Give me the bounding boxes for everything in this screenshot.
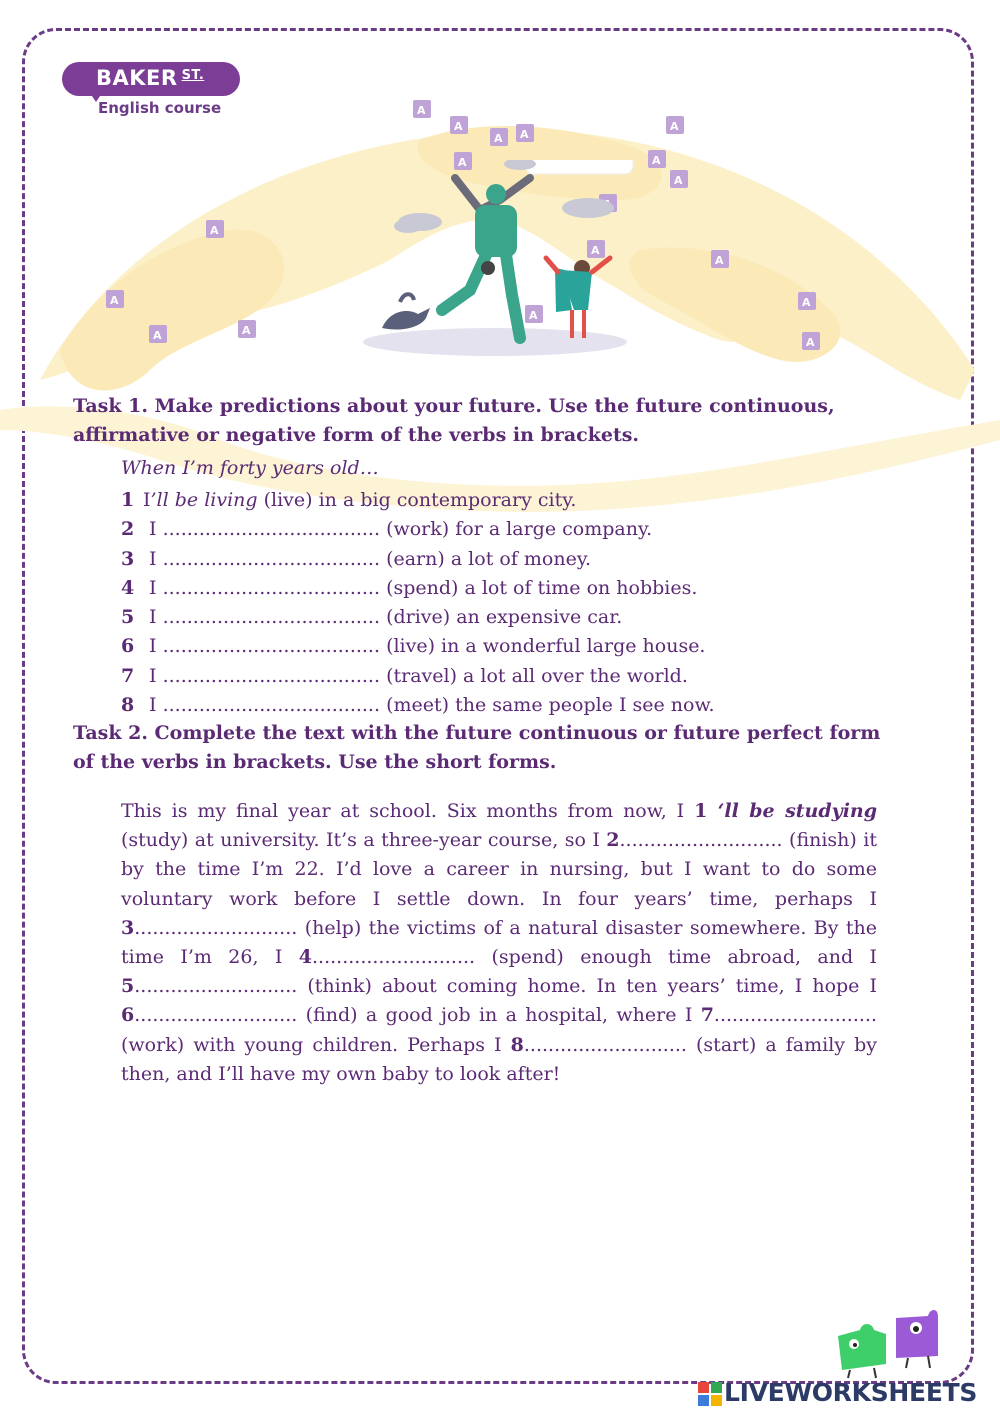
- map-marker-icon: [711, 250, 729, 268]
- svg-text:A: A: [494, 132, 503, 145]
- item-text: (live) in a big contemporary city.: [263, 489, 577, 511]
- logo-st: ST.: [181, 68, 205, 83]
- svg-text:A: A: [529, 309, 538, 322]
- gap-number: 4: [298, 946, 312, 969]
- text-segment: (study) at university. It’s a three-year course, so I: [121, 829, 607, 852]
- task2-paragraph: [121, 797, 877, 1089]
- gap-blank[interactable]: ........................... (think) about coming home. In ten years’ time, I hope I: [134, 975, 877, 998]
- svg-text:A: A: [674, 174, 683, 187]
- gap-number: 7: [700, 1004, 714, 1027]
- list-item: [121, 486, 715, 515]
- map-marker-icon: [413, 100, 431, 118]
- item-number: 8: [121, 694, 135, 717]
- list-item: [121, 632, 715, 661]
- list-item: [121, 515, 715, 544]
- svg-text:A: A: [153, 329, 162, 342]
- gap-number: 1: [694, 800, 708, 822]
- liveworksheets-brand: [698, 1378, 998, 1412]
- gap-blank[interactable]: ........................... (finish) it by the time I’m 22. I’d love a career in nursing, but I want to do some voluntary work before I settle down. In four years’ time, perhaps I: [121, 829, 877, 910]
- gap-number: 6: [121, 1004, 135, 1027]
- logo-subtitle: English course: [98, 99, 222, 117]
- logo-name: BAKER $^{ST.}$: [96, 66, 205, 90]
- list-item: [121, 603, 715, 632]
- item-text: (live) in a wonderful large house.: [386, 635, 706, 658]
- answer-blank[interactable]: I ....................................: [149, 635, 381, 658]
- gap-blank[interactable]: ........................... (find) a good job in a hospital, where I: [134, 1004, 701, 1027]
- map-marker-icon: [490, 128, 508, 146]
- map-marker-icon: [450, 116, 468, 134]
- svg-text:A: A: [458, 156, 467, 169]
- brand-text: LIVEWORKSHEETS: [724, 1378, 978, 1407]
- item-text: (work) for a large company.: [386, 518, 653, 541]
- svg-text:A: A: [670, 120, 679, 133]
- liveworksheets-logo-icon: [698, 1382, 722, 1406]
- text-segment: This is my final year at school. Six months from now, I: [121, 800, 695, 822]
- svg-text:A: A: [454, 120, 463, 133]
- svg-text:A: A: [652, 154, 661, 167]
- item-number: 5: [121, 606, 135, 629]
- gap-blank[interactable]: ........................... (spend) enough time abroad, and I: [312, 946, 877, 969]
- item-number: 7: [121, 664, 135, 687]
- map-marker-icon: [798, 292, 816, 310]
- item-text: (drive) an expensive car.: [386, 606, 623, 629]
- task1-intro: When I’m forty years old…: [121, 457, 379, 479]
- gap-blank[interactable]: ........................... (help) the victims of a natural disaster somewhere. By the time I’m 26, I: [121, 916, 877, 969]
- map-marker-icon: [666, 116, 684, 134]
- item-text: (spend) a lot of time on hobbies.: [386, 576, 698, 599]
- baker-st-logo: [62, 62, 242, 122]
- map-marker-icon: [149, 325, 167, 343]
- example-answer: ’ll be living: [150, 489, 258, 511]
- map-marker-icon: [238, 320, 256, 338]
- gap-number: 2: [606, 829, 620, 852]
- item-number: 3: [121, 547, 135, 570]
- svg-text:A: A: [715, 254, 724, 267]
- item-text: (earn) a lot of money.: [386, 547, 592, 570]
- map-marker-icon: [648, 150, 666, 168]
- answer-blank[interactable]: I ....................................: [149, 518, 381, 541]
- answer-blank[interactable]: I ....................................: [149, 606, 381, 629]
- item-number: 6: [121, 635, 135, 658]
- answer-blank[interactable]: I ....................................: [149, 547, 381, 570]
- svg-text:A: A: [520, 128, 529, 141]
- map-marker-icon: [516, 124, 534, 142]
- svg-text:A: A: [210, 224, 219, 237]
- item-number: 2: [121, 518, 135, 541]
- map-marker-icon: [802, 332, 820, 350]
- map-marker-icon: [106, 290, 124, 308]
- answer-blank[interactable]: I ....................................: [149, 664, 381, 687]
- task2-title: Task 2. Complete the text with the future continuous or future perfect form of the verbs in brackets. Use the short forms.: [73, 722, 881, 773]
- svg-text:A: A: [591, 244, 600, 257]
- map-marker-icon: [670, 170, 688, 188]
- item-text: (meet) the same people I see now.: [386, 694, 715, 717]
- svg-text:A: A: [802, 296, 811, 309]
- item-number: 1: [121, 489, 135, 511]
- gap-blank[interactable]: ........................... (work) with young children. Perhaps I: [121, 1004, 877, 1056]
- answer-blank[interactable]: I ....................................: [149, 694, 381, 717]
- example-answer: ‘ll be studying: [707, 800, 878, 822]
- celebration-illustration: [360, 160, 640, 360]
- gap-number: 5: [121, 975, 135, 998]
- item-subject: I: [143, 489, 151, 511]
- answer-blank[interactable]: I ....................................: [149, 576, 381, 599]
- gap-blank[interactable]: ........................... (start) a family by then, and I’ll have my own baby to look after!: [121, 1033, 877, 1085]
- task1-list: [121, 486, 715, 720]
- list-item: [121, 662, 715, 691]
- gap-number: 8: [510, 1033, 524, 1056]
- item-text: (travel) a lot all over the world.: [386, 664, 688, 687]
- list-item: [121, 574, 715, 603]
- puzzle-mascots-icon: [830, 1308, 945, 1380]
- gap-number: 3: [121, 916, 135, 939]
- svg-text:A: A: [110, 294, 119, 307]
- map-marker-icon: [206, 220, 224, 238]
- task1-title: Task 1. Make predictions about your future. Use the future continuous, affirmative or negative form of the verbs in brackets.: [73, 395, 835, 446]
- item-number: 4: [121, 576, 135, 599]
- svg-text:A: A: [242, 324, 251, 337]
- list-item: [121, 691, 715, 720]
- svg-text:A: A: [806, 336, 815, 349]
- list-item: [121, 545, 715, 574]
- svg-text:A: A: [417, 104, 426, 117]
